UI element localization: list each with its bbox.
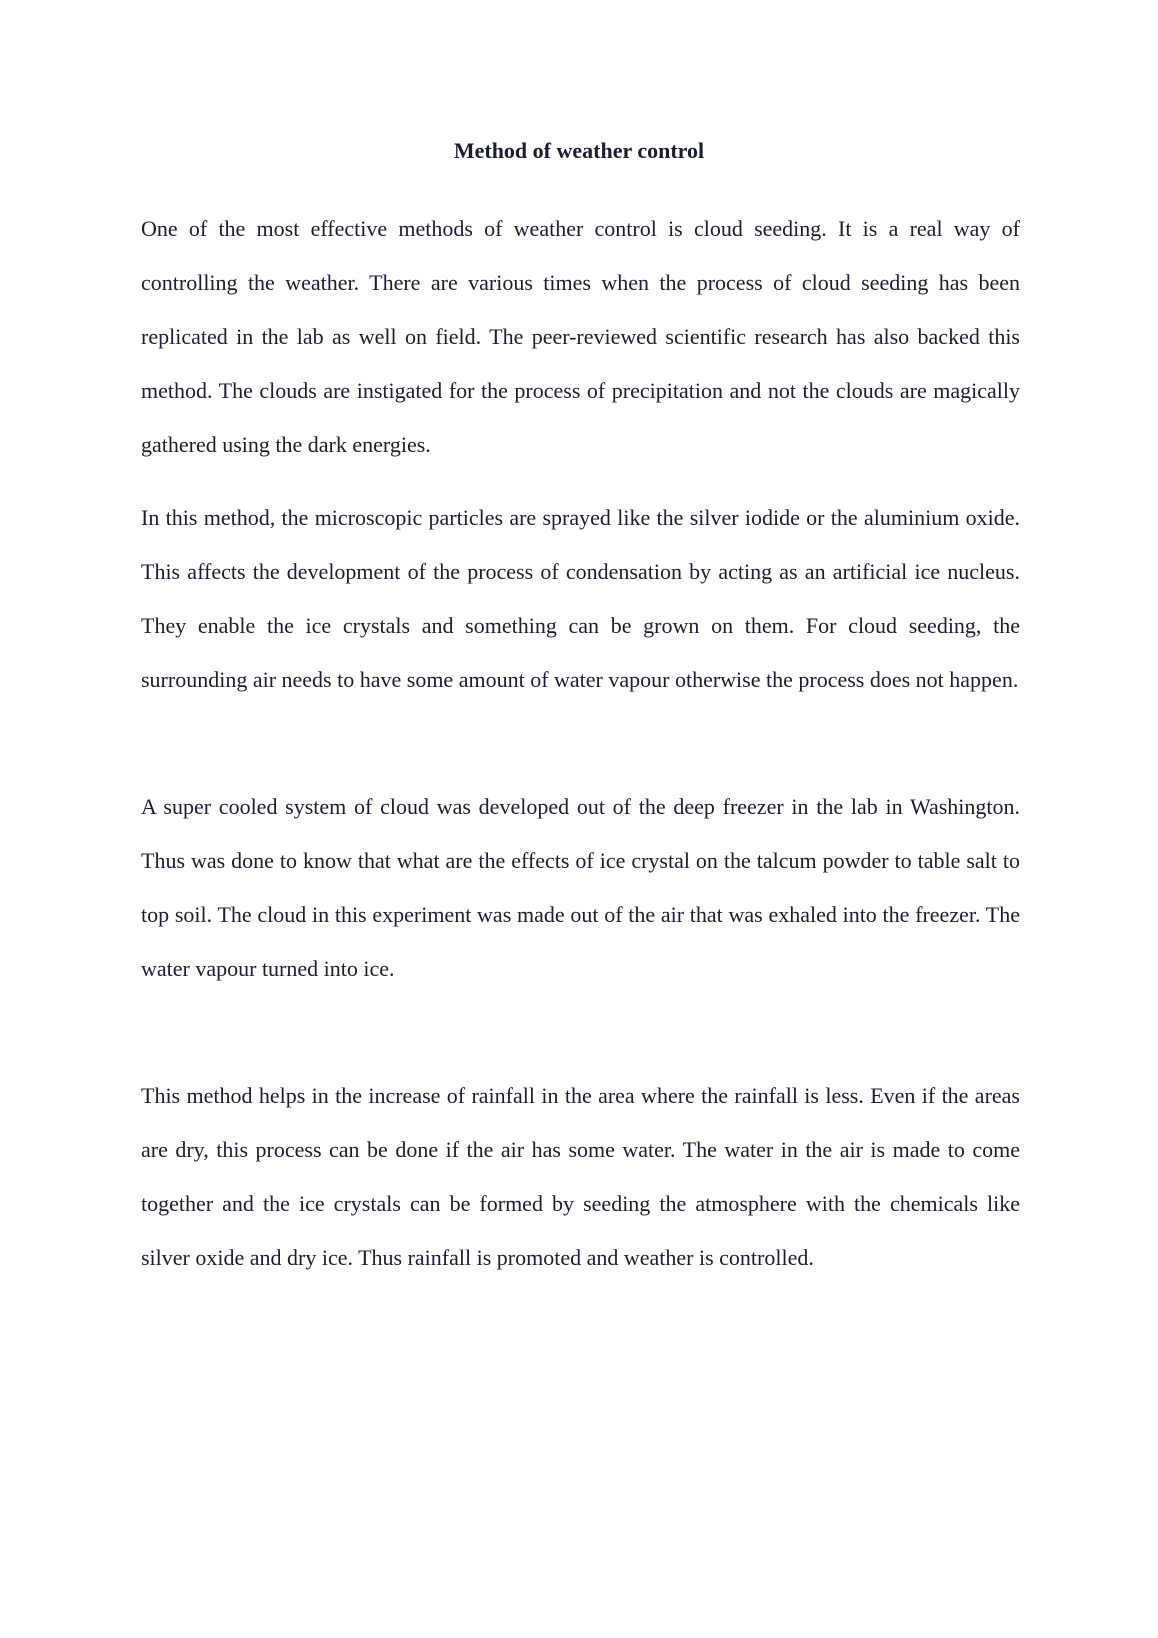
- paragraph-4: This method helps in the increase of rainfall in the area where the rainfall is less. Even if the areas are dry, this process can be done if the air has some water. The water in the air is made to come together and the ice crystals can be formed by seeding the atmosphere with the chemicals like silver oxide and dry ice. Thus rainfall is promoted and weather is controlled.: [141, 1083, 1020, 1270]
- paragraph-1: One of the most effective methods of weather control is cloud seeding. It is a real way of controlling the weather. There are various times when the process of cloud seeding has been replicated in the lab as well on field. The peer-reviewed scientific research has also backed this method. The clouds are instigated for the process of precipitation and not the clouds are magically gathered using the dark energies.: [141, 216, 1020, 457]
- paragraph-3: A super cooled system of cloud was developed out of the deep freezer in the lab in Washington. Thus was done to know that what are the effects of ice crystal on the talcum powder to table salt to top soil. The cloud in this experiment was made out of the air that was exhaled into the freezer. The water vapour turned into ice.: [141, 794, 1020, 981]
- paragraph-2: In this method, the microscopic particles are sprayed like the silver iodide or the aluminium oxide. This affects the development of the process of condensation by acting as an artificial ice nucleus. They enable the ice crystals and something can be grown on them. For cloud seeding, the surrounding air needs to have some amount of water vapour otherwise the process does not happen.: [141, 505, 1020, 692]
- document-title: Method of weather control: [453, 138, 705, 163]
